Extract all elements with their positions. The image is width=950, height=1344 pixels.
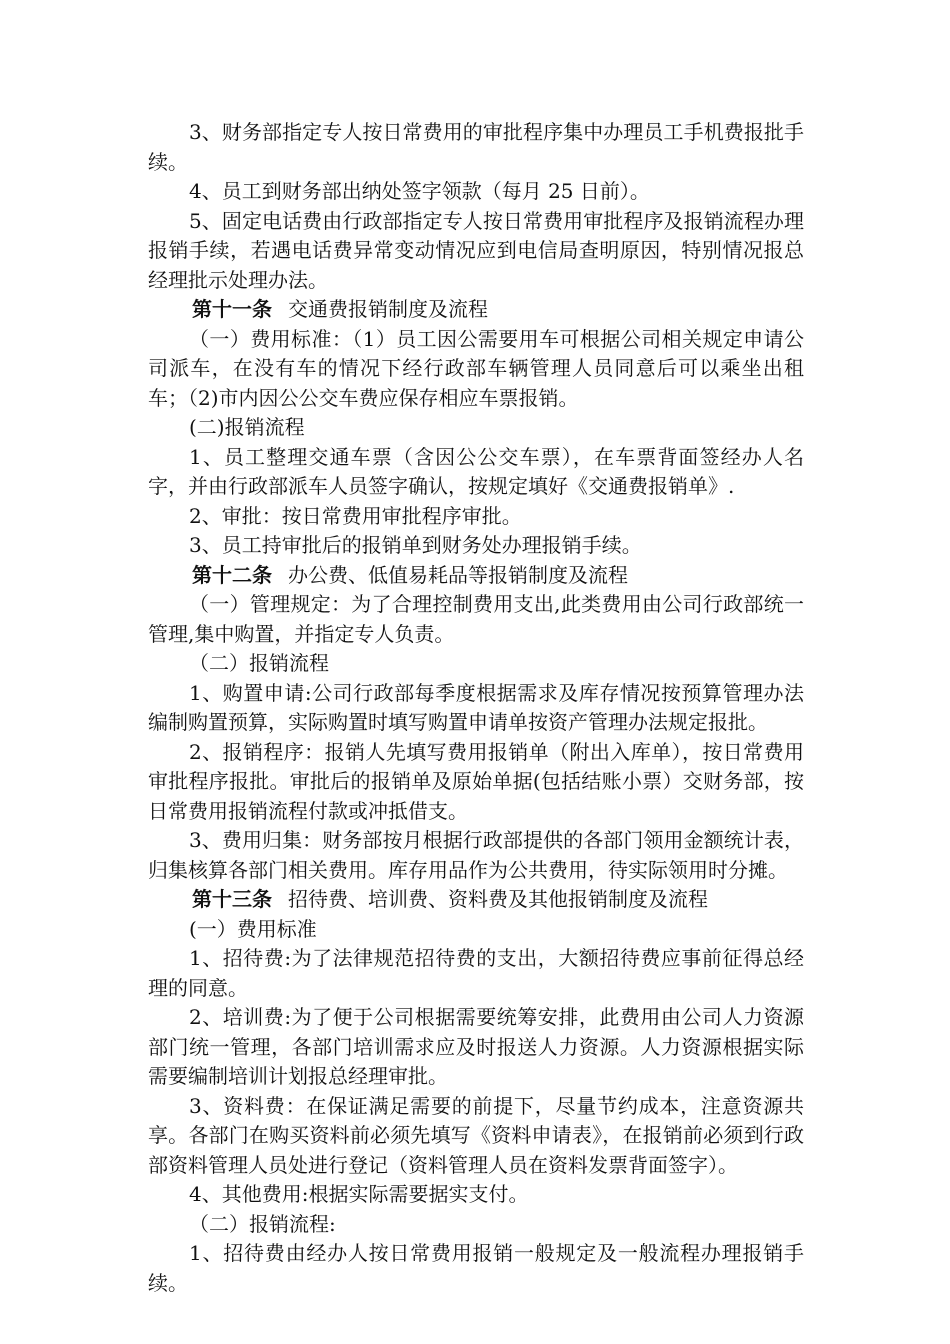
- paragraph: 3、资料费：在保证满足需要的前提下，尽量节约成本，注意资源共享。各部门在购买资料前必须先填写《资料申请表》，在报销前必须到行政部资料管理人员处进行登记（资料管理人员在资料发票背面签字）。: [148, 1093, 804, 1177]
- section-subheading: (一）费用标准: [189, 916, 317, 941]
- paragraph: 3、费用归集：财务部按月根据行政部提供的各部门领用金额统计表，归集核算各部门相关费用。库存用品作为公共费用，待实际领用时分摊。: [148, 828, 804, 882]
- paragraph: 4、员工到财务部出纳处签字领款（每月 25 日前）。: [189, 179, 650, 203]
- article-number: 第十三条: [192, 887, 272, 911]
- article-number: 第十一条: [192, 297, 272, 321]
- paragraph: （一）管理规定：为了合理控制费用支出,此类费用由公司行政部统一管理,集中购置，并指定专人负责。: [148, 592, 804, 646]
- article-heading-12: [148, 561, 804, 591]
- article-heading-11: [148, 295, 804, 325]
- section-subheading: (二)报销流程: [189, 415, 305, 439]
- paragraph: 3、员工持审批后的报销单到财务处办理报销手续。: [189, 533, 642, 557]
- paragraph: 2、报销程序：报销人先填写费用报销单（附出入库单），按日常费用审批程序报批。审批后的报销单及原始单据(包括结账小票）交财务部，按日常费用报销流程付款或冲抵借支。: [148, 739, 804, 823]
- article-title: 交通费报销制度及流程: [288, 297, 488, 321]
- paragraph: 1、招待费:为了法律规范招待费的支出，大额招待费应事前征得总经理的同意。: [148, 946, 804, 1000]
- article-title: 招待费、培训费、资料费及其他报销制度及流程: [288, 887, 708, 911]
- paragraph: 1、招待费由经办人按日常费用报销一般规定及一般流程办理报销手续。: [148, 1241, 804, 1295]
- section-subheading: （二）报销流程:: [189, 1211, 336, 1236]
- paragraph: 1、购置申请:公司行政部每季度根据需求及库存情况按预算管理办法编制购置预算，实际购置时填写购置申请单按资产管理办法规定报批。: [148, 680, 804, 734]
- article-title: 办公费、低值易耗品等报销制度及流程: [288, 562, 628, 587]
- article-number: 第十二条: [192, 562, 272, 587]
- paragraph: 3、财务部指定专人按日常费用的审批程序集中办理员工手机费报批手续。: [148, 120, 804, 174]
- section-subheading: （二）报销流程: [189, 651, 329, 675]
- paragraph: （一）费用标准：（1）员工因公需要用车可根据公司相关规定申请公司派车，在没有车的情况下经行政部车辆管理人员同意后可以乘坐出租车；（2)市内因公公交车费应保存相应车票报销。: [148, 326, 804, 410]
- paragraph: 5、固定电话费由行政部指定专人按日常费用审批程序及报销流程办理报销手续，若遇电话费异常变动情况应到电信局查明原因，特别情况报总经理批示处理办法。: [148, 208, 804, 292]
- article-heading-13: [148, 885, 804, 915]
- paragraph: 1、员工整理交通车票（含因公公交车票），在车票背面签经办人名字，并由行政部派车人员签字确认，按规定填好《交通费报销单》.: [148, 444, 804, 498]
- paragraph: 2、培训费:为了便于公司根据需要统筹安排，此费用由公司人力资源部门统一管理，各部门培训需求应及时报送人力资源。人力资源根据实际需要编制培训计划报总经理审批。: [148, 1005, 804, 1088]
- paragraph: 2、审批：按日常费用审批程序审批。: [189, 503, 522, 528]
- document-body: [148, 118, 804, 1298]
- paragraph: 4、其他费用:根据实际需要据实支付。: [189, 1182, 529, 1206]
